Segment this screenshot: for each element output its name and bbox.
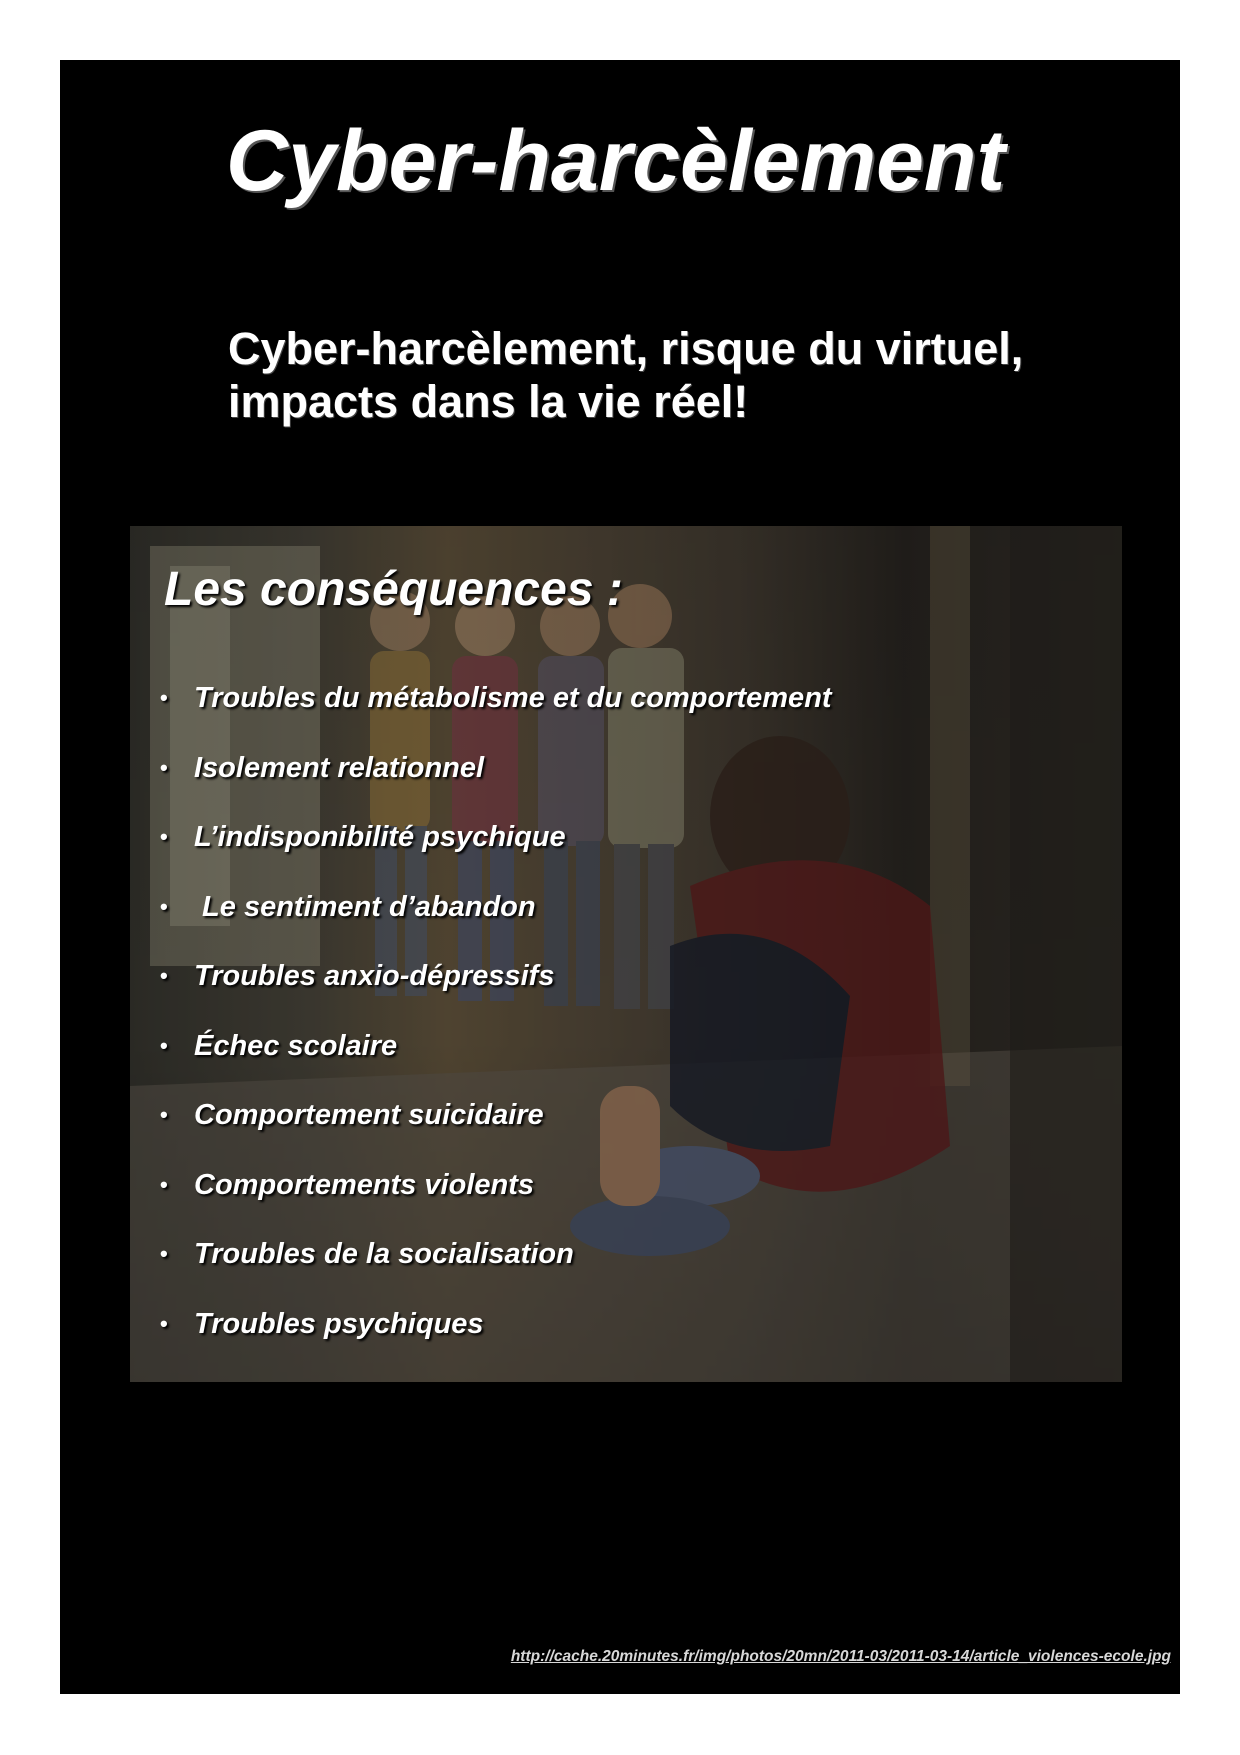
bullet-icon: •	[160, 893, 168, 919]
image-source-link[interactable]: http://cache.20minutes.fr/img/photos/20mn/2011-03/2011-03-14/article_violences-ecole.jpg	[510, 1648, 1171, 1665]
list-item	[160, 750, 832, 820]
list-item	[160, 1028, 832, 1098]
bullet-icon: •	[160, 1032, 168, 1058]
list-item	[160, 819, 832, 889]
list-item-text: Comportements violents	[194, 1168, 534, 1201]
list-item-text: Troubles du métabolisme et du comportement	[194, 682, 832, 714]
school-hallway-photo	[130, 526, 1122, 1382]
list-item	[160, 1306, 832, 1376]
list-item-text: Isolement relationnel	[194, 751, 485, 784]
list-item	[160, 1236, 832, 1306]
bullet-icon: •	[160, 1102, 168, 1127]
list-item-text: L’indisponibilité psychique	[194, 821, 566, 853]
list-item-text: Troubles anxio-dépressifs	[194, 960, 555, 992]
subtitle-line: impacts dans la vie réel!	[228, 376, 749, 427]
poster-subtitle	[228, 322, 1128, 428]
bullet-icon: •	[160, 685, 168, 710]
bullet-icon: •	[160, 963, 168, 988]
bullet-icon: •	[160, 754, 168, 780]
list-item-text: Troubles psychiques	[194, 1307, 484, 1340]
bullet-icon: •	[160, 1241, 168, 1266]
bullet-icon: •	[160, 1171, 168, 1197]
consequences-list	[160, 680, 832, 1375]
subtitle-line: Cyber-harcèlement, risque du virtuel,	[228, 323, 1024, 374]
bullet-icon: •	[160, 824, 168, 849]
list-item	[160, 1097, 832, 1167]
list-item	[160, 680, 832, 750]
list-item-text: Comportement suicidaire	[194, 1099, 544, 1131]
consequences-heading: Les conséquences :	[164, 563, 623, 616]
list-item-text: Échec scolaire	[194, 1029, 398, 1062]
poster-title: Cyber-harcèlement	[226, 113, 1006, 209]
list-item	[160, 1167, 832, 1237]
list-item-text: Le sentiment d’abandon	[194, 890, 536, 923]
list-item	[160, 889, 832, 959]
list-item	[160, 958, 832, 1028]
list-item-text: Troubles de la socialisation	[194, 1238, 574, 1270]
bullet-icon: •	[160, 1310, 168, 1336]
